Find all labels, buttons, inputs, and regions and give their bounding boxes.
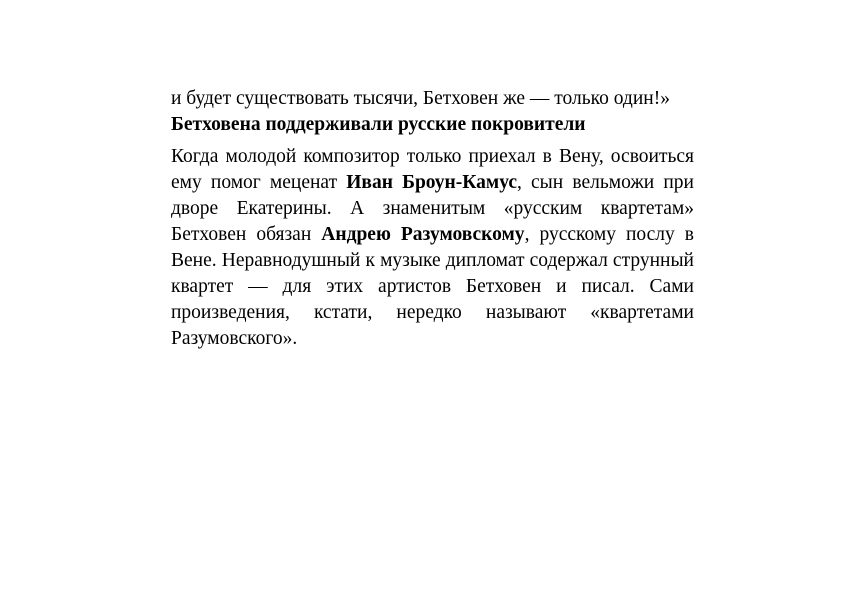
- section-heading: Бетховена поддерживали русские покровители: [171, 114, 586, 135]
- body-text-part-1: Когда молодой композитор только приехал в Вену, освоиться ему помог меценат: [171, 146, 694, 193]
- patron-name-razumovsky: Андрею Разумовскому: [321, 224, 525, 245]
- body-text-part-2: , сын вельможи при дворе Екатерины. А знаменитым «русским квартетам» Бетховен обязан: [171, 172, 694, 245]
- body-text-part-3: , русскому послу в Вене. Неравнодушный к музыке дипломат содержал струнный квартет — для этих артистов Бетховен и писал. Сами произведения, кстати, нередко называют «квартетами Разумовского».: [171, 224, 694, 349]
- body-paragraph: [171, 144, 694, 352]
- article-text: [171, 86, 694, 352]
- patron-name-brown-camus: Иван Броун-Камус: [346, 172, 518, 193]
- intro-paragraph: и будет существовать тысячи, Бетховен же — только один!»: [171, 88, 670, 109]
